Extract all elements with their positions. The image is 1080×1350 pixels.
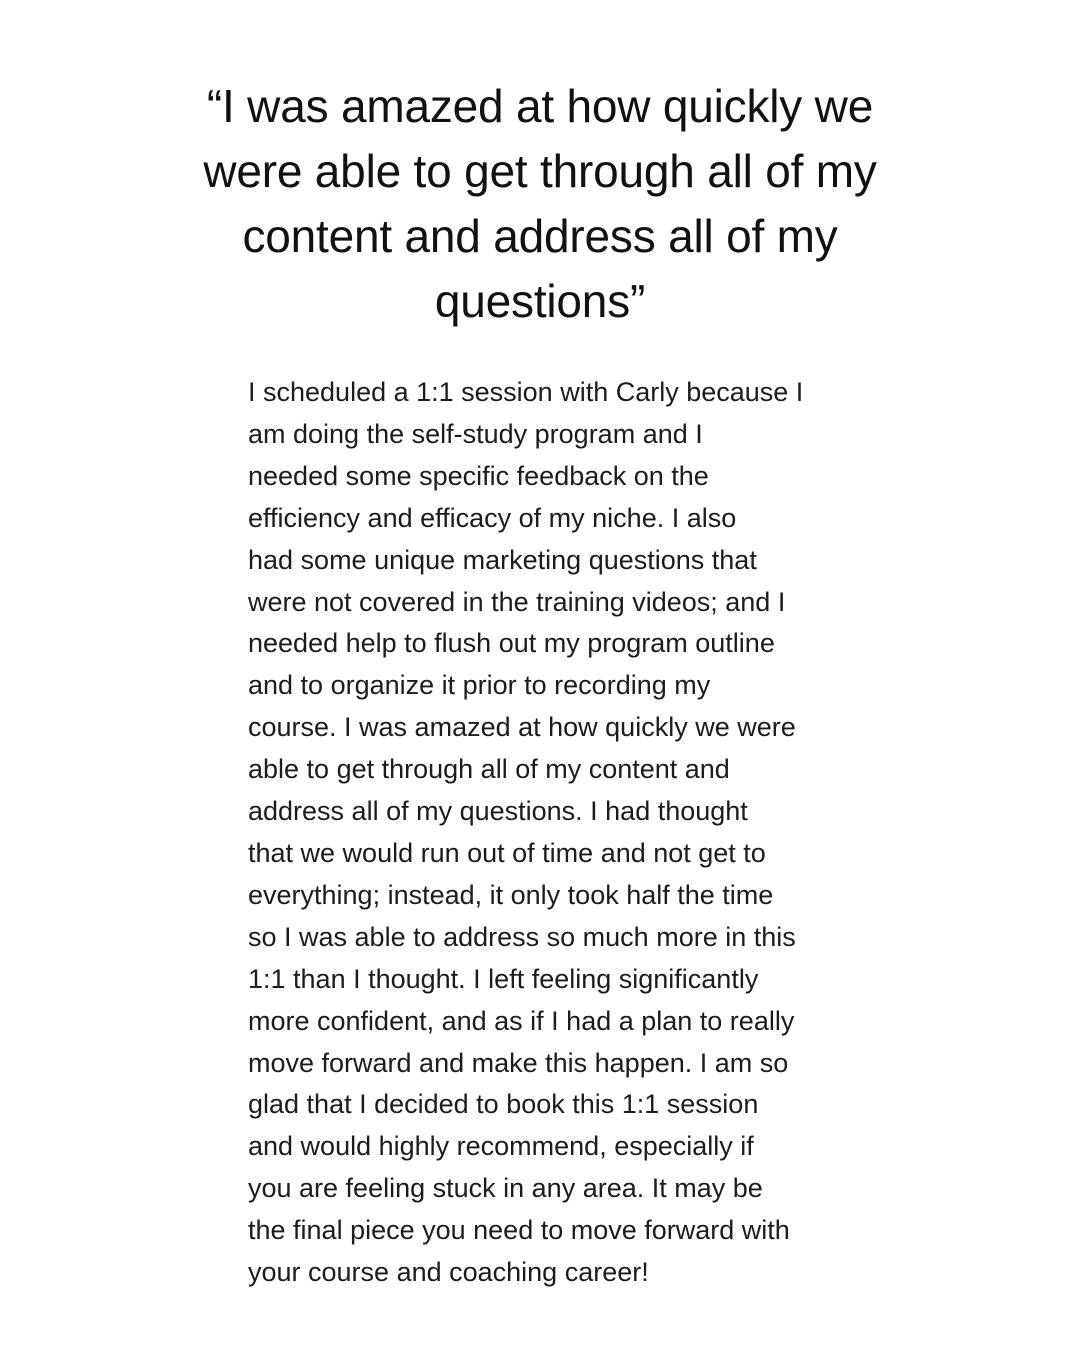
body-line: 1:1 than I thought. I left feeling significantly — [248, 963, 759, 994]
body-line: and would highly recommend, especially if — [248, 1131, 754, 1162]
testimonial-headline — [150, 74, 930, 334]
body-line: had some unique marketing questions that — [248, 544, 757, 575]
headline-line: “I was amazed at how quickly we — [206, 80, 874, 132]
testimonial-body — [248, 372, 860, 1294]
body-line: your course and coaching career! — [248, 1257, 649, 1288]
body-line: were not covered in the training videos; and I — [248, 586, 786, 617]
body-line: needed some specific feedback on the — [248, 460, 709, 491]
body-line: needed help to flush out my program outline — [248, 628, 775, 659]
headline-line: questions” — [434, 275, 646, 327]
body-line: more confident, and as if I had a plan to really — [248, 1005, 795, 1036]
body-line: efficiency and efficacy of my niche. I also — [248, 502, 737, 533]
body-line: everything; instead, it only took half the time — [248, 879, 774, 910]
body-line: the final piece you need to move forward with — [248, 1215, 790, 1246]
body-line: I scheduled a 1:1 session with Carly because I — [248, 377, 804, 407]
headline-line: were able to get through all of my — [203, 145, 877, 197]
body-line: you are feeling stuck in any area. It may be — [248, 1173, 763, 1204]
body-line: so I was able to address so much more in this — [248, 921, 796, 952]
headline-line: content and address all of my — [242, 210, 838, 262]
body-line: am doing the self-study program and I — [248, 418, 703, 449]
body-line: address all of my questions. I had thought — [248, 796, 748, 827]
body-line: course. I was amazed at how quickly we were — [248, 712, 796, 743]
body-line: move forward and make this happen. I am so — [248, 1047, 789, 1078]
body-line: and to organize it prior to recording my — [248, 670, 711, 701]
body-line: that we would run out of time and not get to — [248, 837, 766, 868]
body-line: glad that I decided to book this 1:1 session — [248, 1089, 759, 1120]
body-line: able to get through all of my content and — [248, 754, 730, 785]
